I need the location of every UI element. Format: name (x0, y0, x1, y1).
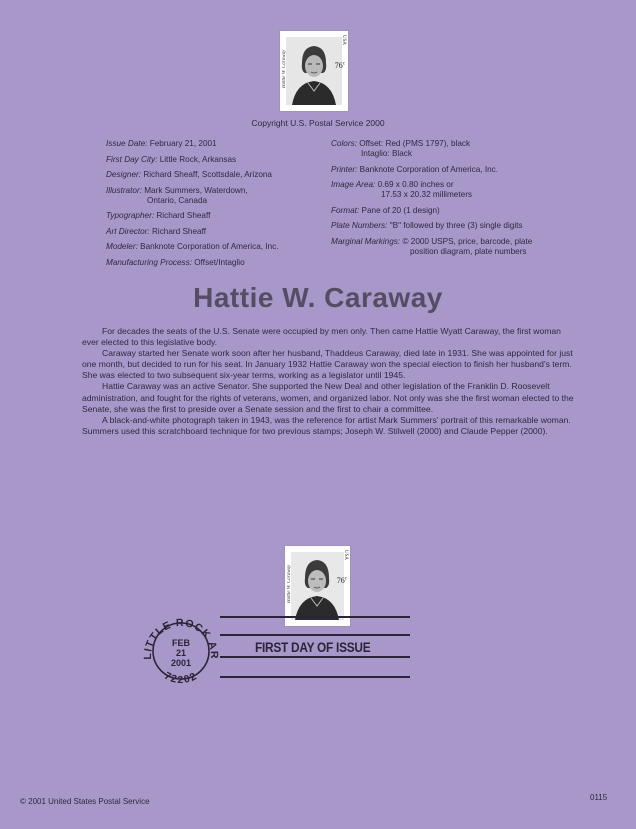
stamp-value: 76$^c$ (336, 576, 347, 586)
stamp-details-right (331, 139, 581, 262)
postmark (138, 608, 224, 694)
postmark-zip: 72202 (162, 669, 200, 687)
footer-code: 0115 (590, 793, 608, 802)
footer-copyright: © 2001 United States Postal Service (20, 797, 150, 806)
paragraph: Hattie Caraway was an active Senator. She supported the New Deal and other legislation of the Franklin D. Roosevelt administration, and fought for the rights of veterans, women, and organized labor. Not only was she the first woman elected to the Senate, she was the first to preside over a Senate session and the first to chair a committee. (82, 381, 574, 414)
copyright-line: Copyright U.S. Postal Service 2000 (251, 118, 385, 128)
cancel-line (220, 616, 410, 618)
stamp-value: 76$^c$ (334, 61, 345, 71)
stamp-portrait (286, 37, 342, 105)
page-title: Hattie W. Caraway (193, 282, 443, 313)
detail-row: Modeler: Banknote Corporation of America, Inc. (106, 242, 279, 251)
postmark-year: 2001 (170, 658, 192, 668)
stamp-details-left (106, 139, 321, 273)
stamp-country-text: USA (341, 35, 346, 46)
detail-row: Plate Numbers: "B" followed by three (3) single digits (331, 221, 523, 230)
first-day-of-issue-label: FIRST DAY OF ISSUE (255, 640, 371, 655)
detail-row: Issue Date: February 21, 2001 (106, 139, 217, 148)
cancel-line (220, 676, 410, 678)
stamp-portrait (291, 552, 344, 620)
postmark-circle (138, 608, 224, 694)
detail-row: Image Area: 0.69 x 0.80 inches or 17.53 x 20.32 millimeters (331, 180, 473, 199)
detail-row: Typographer: Richard Sheaff (106, 211, 211, 220)
detail-row: Printer: Banknote Corporation of America, Inc. (331, 164, 499, 174)
detail-row: Manufacturing Process: Offset/Intaglio (106, 257, 245, 267)
stamp-country-text: USA (343, 550, 348, 561)
biography-text (82, 326, 574, 437)
detail-row: Format: Pane of 20 (1 design) (331, 205, 440, 215)
detail-row: Designer: Richard Sheaff, Scottsdale, Arizona (106, 170, 272, 179)
detail-row: First Day City: Little Rock, Arkansas (106, 154, 237, 164)
detail-row: Illustrator: Mark Summers, Waterdown, Ontario, Canada (106, 185, 248, 205)
detail-row: Colors: Offset: Red (PMS 1797), black Intaglio: Black (331, 139, 471, 158)
portrait-illustration (291, 552, 344, 620)
paragraph: A black-and-white photograph taken in 1943, was the reference for artist Mark Summers' portrait of this remarkable woman. Summers used this scratchboard technique for two previous stamps; Joseph W. Stilwell (2000) and Claude Pepper (2000). (82, 414, 571, 436)
stamp-name-text: Hattie W. Caraway (282, 49, 287, 89)
cancel-line (220, 634, 410, 636)
portrait-illustration (286, 37, 342, 105)
svg-text:72202 (162, 670, 200, 686)
stamp-top (280, 31, 348, 111)
postmark-state: AR (205, 639, 221, 660)
paragraph: For decades the seats of the U.S. Senate were occupied by men only. Then came Hattie Wyatt Caraway, the first woman ever elected to this legislative body. (82, 326, 561, 348)
stamp-name-text: Hattie W. Caraway (287, 564, 292, 604)
postmark-city: LITTLE ROCK (141, 616, 214, 660)
detail-row: Art Director: Richard Sheaff (106, 226, 206, 236)
detail-row: Marginal Markings: © 2000 USPS, price, barcode, plate position diagram, plate numbers (331, 236, 533, 256)
cancel-line (220, 656, 410, 658)
postmark-day: 21 (175, 648, 187, 658)
postmark-month: FEB (172, 638, 190, 648)
paragraph: Caraway started her Senate work soon after her husband, Thaddeus Caraway, died late in 1931. She was appointed for just one month, but decided to run for his seat. In January 1932 Hattie Caraway won the special election to finish her husband's term. She was elected to two subsequent six-year terms, working as a legislator until 1945. (82, 348, 573, 381)
